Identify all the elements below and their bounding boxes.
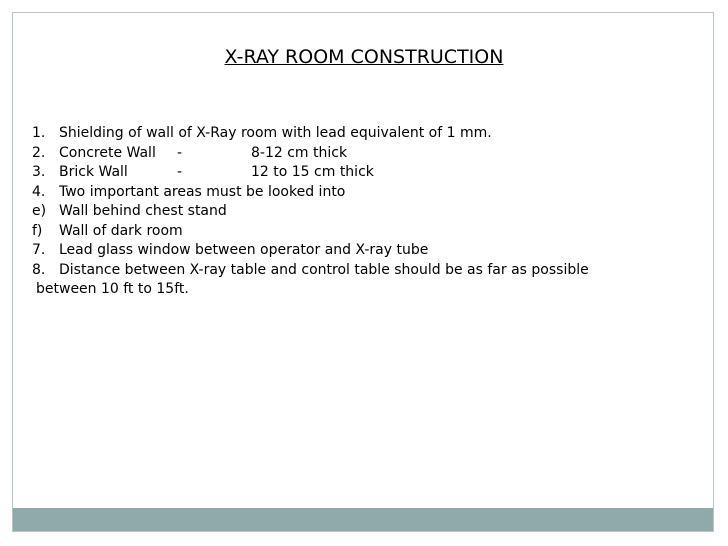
- list-marker: 1.: [32, 125, 46, 141]
- list-marker: 2.: [32, 144, 46, 161]
- list-item: [32, 124, 589, 144]
- list-marker: 7.: [32, 242, 46, 258]
- list-item-text: Distance between X-ray table and control table should be as far as possible: [59, 261, 589, 278]
- list-item-separator: -: [177, 164, 183, 180]
- list-item-text: Wall of dark room: [59, 222, 183, 239]
- list-marker: 3.: [32, 164, 46, 180]
- list-item: [32, 241, 589, 261]
- list-marker: e): [32, 203, 47, 219]
- list-item-value: 8-12 cm thick: [251, 144, 348, 161]
- list-item-text: Shielding of wall of X-Ray room with lead equivalent of 1 mm.: [59, 125, 492, 141]
- list-item-separator: -: [177, 144, 183, 161]
- list-marker: 4.: [32, 183, 46, 200]
- list-item-label: Brick Wall: [59, 164, 128, 180]
- list-item: [32, 183, 589, 203]
- list-marker: f): [32, 222, 43, 239]
- list-item: [32, 222, 589, 242]
- list-item-label: Concrete Wall: [59, 144, 156, 161]
- list-item-text: Two important areas must be looked into: [59, 183, 346, 200]
- list-item: [32, 163, 589, 183]
- list-item: [32, 144, 589, 164]
- bullet-list: [32, 124, 589, 280]
- list-item-text: Lead glass window between operator and X-ray tube: [59, 242, 429, 258]
- list-item-value: 12 to 15 cm thick: [251, 164, 374, 180]
- list-marker: 8.: [32, 261, 46, 278]
- footer-bar: [13, 508, 713, 531]
- list-item: [32, 202, 589, 222]
- list-continuation: between 10 ft to 15ft.: [36, 281, 189, 297]
- list-item-text: Wall behind chest stand: [59, 203, 227, 219]
- list-item: [32, 261, 589, 281]
- slide-title: [0, 46, 728, 68]
- slide-title-text: X-RAY ROOM CONSTRUCTION: [224, 46, 504, 68]
